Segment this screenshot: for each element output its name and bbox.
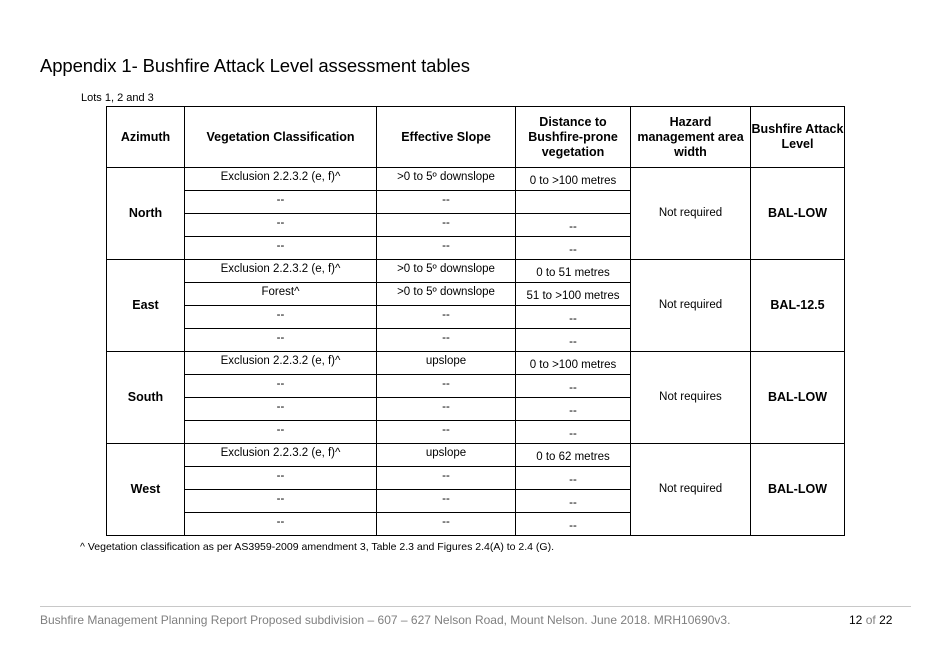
slope-cell: -- bbox=[377, 306, 516, 329]
hazard-width-cell: Not requires bbox=[631, 352, 751, 444]
azimuth-cell: West bbox=[107, 444, 185, 536]
slope-cell: -- bbox=[377, 214, 516, 237]
vegetation-cell: -- bbox=[185, 214, 377, 237]
bal-rating-cell: BAL-12.5 bbox=[751, 260, 845, 352]
slope-cell: -- bbox=[377, 421, 516, 444]
vegetation-cell: -- bbox=[185, 421, 377, 444]
header-azimuth: Azimuth bbox=[107, 107, 185, 168]
vegetation-cell: Exclusion 2.2.3.2 (e, f)^ bbox=[185, 168, 377, 191]
slope-cell: -- bbox=[377, 237, 516, 260]
table-caption: Lots 1, 2 and 3 bbox=[81, 92, 154, 104]
slope-cell: upslope bbox=[377, 444, 516, 467]
azimuth-cell: East bbox=[107, 260, 185, 352]
vegetation-cell: -- bbox=[185, 237, 377, 260]
vegetation-cell: Exclusion 2.2.3.2 (e, f)^ bbox=[185, 444, 377, 467]
footer-report-title: Bushfire Management Planning Report Proposed subdivision – 607 – 627 Nelson Road, Mount Nelson. June 2018. MRH10690v3. bbox=[40, 613, 731, 627]
vegetation-cell: -- bbox=[185, 329, 377, 352]
distance-cell: -- bbox=[516, 513, 631, 536]
table-footnote: ^ Vegetation classification as per AS3959-2009 amendment 3, Table 2.3 and Figures 2.4(A) to 2.4 (G). bbox=[80, 541, 555, 553]
slope-cell: -- bbox=[377, 329, 516, 352]
header-vegetation-classification: Vegetation Classification bbox=[185, 107, 377, 168]
slope-cell: -- bbox=[377, 191, 516, 214]
vegetation-cell: Exclusion 2.2.3.2 (e, f)^ bbox=[185, 352, 377, 375]
slope-cell: >0 to 5º downslope bbox=[377, 168, 516, 191]
page-heading: Appendix 1- Bushfire Attack Level assessment tables bbox=[40, 55, 470, 76]
hazard-width-cell: Not required bbox=[631, 260, 751, 352]
bal-rating-cell: BAL-LOW bbox=[751, 352, 845, 444]
vegetation-cell: -- bbox=[185, 398, 377, 421]
header-effective-slope: Effective Slope bbox=[377, 107, 516, 168]
table-row bbox=[107, 352, 845, 375]
distance-cell: 0 to >100 metres bbox=[516, 352, 631, 375]
vegetation-cell: -- bbox=[185, 467, 377, 490]
table-row bbox=[107, 260, 845, 283]
slope-cell: upslope bbox=[377, 352, 516, 375]
vegetation-cell: -- bbox=[185, 306, 377, 329]
azimuth-cell: South bbox=[107, 352, 185, 444]
bal-assessment-table bbox=[106, 106, 845, 536]
table-row bbox=[107, 168, 845, 191]
slope-cell: >0 to 5º downslope bbox=[377, 260, 516, 283]
slope-cell: -- bbox=[377, 467, 516, 490]
bal-rating-cell: BAL-LOW bbox=[751, 168, 845, 260]
vegetation-cell: -- bbox=[185, 513, 377, 536]
header-bal: Bushfire Attack Level bbox=[751, 107, 845, 168]
distance-cell: -- bbox=[516, 421, 631, 444]
header-hazard-width: Hazard management area width bbox=[631, 107, 751, 168]
vegetation-cell: -- bbox=[185, 375, 377, 398]
distance-cell: -- bbox=[516, 398, 631, 421]
distance-cell: 0 to 51 metres bbox=[516, 260, 631, 283]
page-of-label: of bbox=[865, 613, 876, 627]
vegetation-cell: -- bbox=[185, 490, 377, 513]
page-total: 22 bbox=[879, 613, 893, 627]
distance-cell: -- bbox=[516, 214, 631, 237]
distance-cell: 51 to >100 metres bbox=[516, 283, 631, 306]
slope-cell: -- bbox=[377, 398, 516, 421]
distance-cell: -- bbox=[516, 490, 631, 513]
slope-cell: -- bbox=[377, 490, 516, 513]
page-number bbox=[849, 613, 892, 627]
distance-cell: -- bbox=[516, 375, 631, 398]
footer-divider bbox=[40, 606, 911, 607]
page-current: 12 bbox=[849, 613, 863, 627]
distance-cell bbox=[516, 191, 631, 214]
distance-cell: -- bbox=[516, 306, 631, 329]
slope-cell: -- bbox=[377, 513, 516, 536]
distance-cell: -- bbox=[516, 329, 631, 352]
slope-cell: >0 to 5º downslope bbox=[377, 283, 516, 306]
distance-cell: 0 to 62 metres bbox=[516, 444, 631, 467]
distance-cell: -- bbox=[516, 237, 631, 260]
header-distance: Distance to Bushfire-prone vegetation bbox=[516, 107, 631, 168]
slope-cell: -- bbox=[377, 375, 516, 398]
vegetation-cell: Forest^ bbox=[185, 283, 377, 306]
hazard-width-cell: Not required bbox=[631, 168, 751, 260]
hazard-width-cell: Not required bbox=[631, 444, 751, 536]
distance-cell: 0 to >100 metres bbox=[516, 168, 631, 191]
azimuth-cell: North bbox=[107, 168, 185, 260]
vegetation-cell: -- bbox=[185, 191, 377, 214]
distance-cell: -- bbox=[516, 467, 631, 490]
table-header-row bbox=[107, 107, 845, 168]
table-row bbox=[107, 444, 845, 467]
bal-rating-cell: BAL-LOW bbox=[751, 444, 845, 536]
vegetation-cell: Exclusion 2.2.3.2 (e, f)^ bbox=[185, 260, 377, 283]
